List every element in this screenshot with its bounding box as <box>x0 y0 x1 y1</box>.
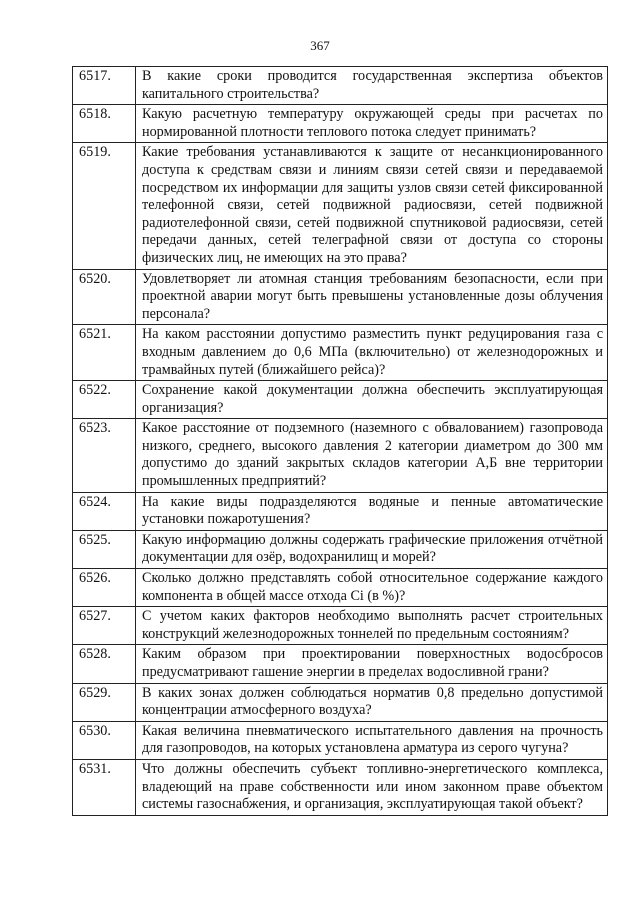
question-text: С учетом каких факторов необходимо выполнять расчет строительных конструкций железнодорожных тоннелей по предельным состояниям? <box>136 607 608 645</box>
page-number: 367 <box>310 38 330 53</box>
table-row <box>73 67 608 105</box>
question-number: 6528. <box>73 645 136 683</box>
question-number: 6531. <box>73 759 136 815</box>
question-number: 6522. <box>73 381 136 419</box>
question-number: 6529. <box>73 683 136 721</box>
table-row <box>73 381 608 419</box>
question-number: 6521. <box>73 325 136 381</box>
table-row <box>73 530 608 568</box>
question-text: Какую расчетную температуру окружающей среды при расчетах по нормированной плотности теплового потока следует принимать? <box>136 105 608 143</box>
question-number: 6519. <box>73 143 136 269</box>
table-row <box>73 325 608 381</box>
question-text: Удовлетворяет ли атомная станция требованиям безопасности, если при проектной аварии могут быть превышены установленные дозы облучения персонала? <box>136 269 608 325</box>
question-text: Какие требования устанавливаются к защите от несанкционированного доступа к средствам связи и линиям связи сетей связи и передаваемой посредством их информации для защиты узлов связи сетей фиксированной телефонной связи, сетей подвижной радиосвязи, сетей подвижной радиотелефонной связи, сетей подвижной спутниковой радиосвязи, сетей передачи данных, сетей телеграфной связи от доступа со стороны физических лиц, не имеющих на это права? <box>136 143 608 269</box>
question-text: В какие сроки проводится государственная экспертиза объектов капитального строительства? <box>136 67 608 105</box>
table-row <box>73 143 608 269</box>
question-text: На каком расстоянии допустимо разместить пункт редуцирования газа с входным давлением до 0,6 МПа (включительно) от железнодорожных и трамвайных путей (ближайшего рейса)? <box>136 325 608 381</box>
question-number: 6524. <box>73 492 136 530</box>
table-row <box>73 269 608 325</box>
question-text: Сохранение какой документации должна обеспечить эксплуатирующая организация? <box>136 381 608 419</box>
table-row <box>73 105 608 143</box>
question-text: Какая величина пневматического испытательного давления на прочность для газопроводов, на которых установлена арматура из серого чугуна? <box>136 721 608 759</box>
question-text: Что должны обеспечить субъект топливно-энергетического комплекса, владеющий на праве собственности или ином законном праве объектом системы газоснабжения, и организация, эксплуатирующая такой объект? <box>136 759 608 815</box>
question-text: Сколько должно представлять собой относительное содержание каждого компонента в общей массе отхода Ci (в %)? <box>136 569 608 607</box>
question-text: В каких зонах должен соблюдаться норматив 0,8 предельно допустимой концентрации атмосферного воздуха? <box>136 683 608 721</box>
question-number: 6518. <box>73 105 136 143</box>
question-number: 6530. <box>73 721 136 759</box>
table-row <box>73 683 608 721</box>
table-row <box>73 645 608 683</box>
question-text: Каким образом при проектировании поверхностных водосбросов предусматривают гашение энергии в пределах водосливной грани? <box>136 645 608 683</box>
table-row <box>73 759 608 815</box>
question-text: На какие виды подразделяются водяные и пенные автоматические установки пожаротушения? <box>136 492 608 530</box>
table-row <box>73 492 608 530</box>
question-text: Какое расстояние от подземного (наземного с обвалованием) газопровода низкого, среднего, высокого давления 2 категории диаметром до 300 мм допустимо до зданий закрытых складов категории А,Б вне территории промышленных предприятий? <box>136 419 608 492</box>
questions-table <box>72 66 608 816</box>
question-number: 6517. <box>73 67 136 105</box>
table-row <box>73 607 608 645</box>
question-number: 6527. <box>73 607 136 645</box>
table-row <box>73 721 608 759</box>
table-row <box>73 419 608 492</box>
question-number: 6520. <box>73 269 136 325</box>
question-number: 6525. <box>73 530 136 568</box>
question-number: 6526. <box>73 569 136 607</box>
question-number: 6523. <box>73 419 136 492</box>
question-text: Какую информацию должны содержать графические приложения отчётной документации для озёр, водохранилищ и морей? <box>136 530 608 568</box>
table-row <box>73 569 608 607</box>
